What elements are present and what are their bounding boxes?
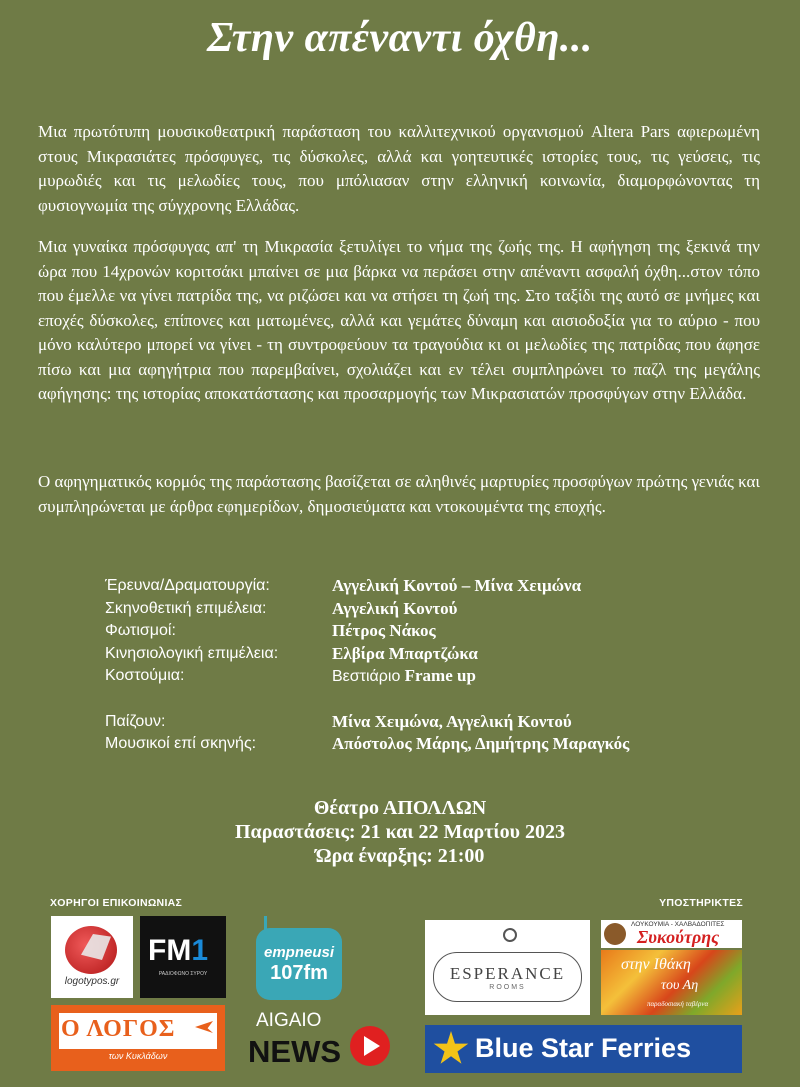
credit-row xyxy=(105,665,629,689)
cast-label: Μουσικοί επί σκηνής: xyxy=(105,735,257,752)
sources-paragraph: Ο αφηγηματικός κορμός της παράστασης βασίζεται σε αληθινές μαρτυρίες προσφύγων πρώτης γενιάς και συμπληρώνεται με άρθρα εφημερίδων, δημοσιεύματα και ντοκουμέντα της εποχής. xyxy=(38,472,760,516)
credit-value: Πέτρος Νάκος xyxy=(332,621,436,640)
credit-row xyxy=(105,643,629,666)
story-paragraph: Μια γυναίκα πρόσφυγας απ' τη Μικρασία ξετυλίγει το νήμα της ζωής της. Η αφήγηση της ξεκινά την ώρα που 14χρονών κοριτσάκι μπαίνει σε μια βάρκα να περάσει στην απέναντι ασφαλή όχθη...στον τόπο που έμελλε να γίνει πατρίδα της, να ριζώσει και να στήσει τη ζωή της. Στο ταξίδι της αυτό σε μνήμες και εποχές δύσκολες, επίπονες και ματωμένες, αλλά και γεμάτες δύναμη και αισιοδοξία για το αύριο - που μόνο καλύτερο μπορεί να γίνει - τη συντροφεύουν τα τραγούδια κι οι μελωδίες της πατρίδας που άφησε πίσω και μια αφηγήτρια που παρεμβαίνει, σχολιάζει και εν τέλει συμπληρώνει το παζλ της μεγάλης αφήγησης: της ιστορίας αποκατάστασης και προσαρμογής των Μικρασιατών προσφύγων στην Ελλάδα. xyxy=(38,237,760,403)
fm1-subtitle: ΡΑΔΙΟΦΩΝΟ ΣΥΡΟΥ xyxy=(158,971,208,977)
fm1-text: FM xyxy=(148,934,192,967)
esperance-text: ESPERANCE xyxy=(449,964,566,983)
logotypos-logo xyxy=(51,916,133,998)
credit-label: Έρευνα/Δραματουργία: xyxy=(105,577,270,594)
sykoutris-subtitle: ΛΟΥΚΟΥΜΙΑ - ΧΑΛΒΑΔΟΠΙΤΕΣ xyxy=(631,921,725,928)
ornament-icon xyxy=(503,928,517,942)
media-sponsors-label: ΧΟΡΗΓΟΙ ΕΠΙΚΟΙΝΩΝΙΑΣ xyxy=(50,897,183,909)
esperance-subtitle: ROOMS xyxy=(489,984,526,991)
supporters-label: ΥΠΟΣΤΗΡΙΚΤΕΣ xyxy=(659,897,743,909)
cast-value: Μίνα Χειμώνα, Αγγελική Κοντού xyxy=(332,711,572,731)
logotypos-text: logotypos.gr xyxy=(64,976,120,987)
credits-list xyxy=(105,575,629,756)
ithaki-line-3: παραδοσιακή ταβέρνα xyxy=(647,1000,709,1008)
credit-row xyxy=(105,598,629,621)
empneusi-logo xyxy=(256,914,342,1002)
ithaki-logo xyxy=(601,950,742,1015)
credit-value-plain: Βεστιάριο xyxy=(332,668,401,685)
play-icon xyxy=(350,1026,390,1066)
credit-label: Κοστούμια: xyxy=(105,667,185,684)
credit-value: Αγγελική Κοντού xyxy=(332,598,458,618)
aigaio-news-logo xyxy=(240,1010,395,1080)
credit-row xyxy=(105,575,629,598)
credit-label: Φωτισμοί: xyxy=(105,622,176,639)
news-text: NEWS xyxy=(248,1034,341,1069)
logos-text: Ο ΛΟΓΟΣ xyxy=(61,1016,176,1042)
page-title: Στην απέναντι όχθη... xyxy=(207,15,593,61)
cast-label: Παίζουν: xyxy=(105,712,166,730)
credit-value: Ελβίρα Μπαρτζώκα xyxy=(332,643,478,663)
credit-value xyxy=(332,665,476,689)
cast-row xyxy=(105,733,629,756)
venue-block xyxy=(0,796,800,868)
credit-label: Κινησιολογική επιμέλεια: xyxy=(105,644,279,662)
ithaki-line-2: του Αη xyxy=(661,978,699,993)
logos-subtitle: των Κυκλάδων xyxy=(108,1051,168,1061)
venue-time: Ώρα έναρξης: 21:00 xyxy=(315,845,485,867)
fm1-logo xyxy=(140,916,226,998)
empneusi-text: empneusi xyxy=(263,944,335,961)
sykoutris-logo xyxy=(601,920,742,948)
esperance-logo xyxy=(425,920,590,1015)
aigaio-text: AIGAIO xyxy=(256,1010,322,1031)
ithaki-line-1: στην Ιθάκη xyxy=(621,956,691,973)
bluestar-text: Blue Star Ferries xyxy=(475,1033,692,1063)
credit-value: Αγγελική Κοντού – Μίνα Χειμώνα xyxy=(332,576,582,595)
venue-theatre: Θέατρο ΑΠΟΛΛΩΝ xyxy=(313,797,487,819)
credit-row xyxy=(105,620,629,643)
cast-row xyxy=(105,711,629,734)
emblem-icon xyxy=(604,923,626,945)
star-icon xyxy=(433,1031,469,1067)
logos-logo xyxy=(51,1005,225,1071)
bluestar-logo xyxy=(425,1025,742,1073)
venue-dates: Παραστάσεις: 21 και 22 Μαρτίου 2023 xyxy=(235,821,565,843)
cast-value: Απόστολος Μάρης, Δημήτρης Μαραγκός xyxy=(332,734,630,753)
sykoutris-text: Συκούτρης xyxy=(637,927,720,947)
credit-value-bold: Frame up xyxy=(404,666,476,685)
empneusi-frequency: 107fm xyxy=(270,962,328,984)
intro-paragraph: Μια πρωτότυπη μουσικοθεατρική παράσταση του καλλιτεχνικού οργανισμού Altera Pars αφιερωμένη στους Μικρασιάτες πρόσφυγες, τις δύσκολες, αλλά και γοητευτικές ιστορίες τους, τις γεύσεις, τις μυρωδιές και τις μελωδίες τους, που μπόλιασαν στην ελληνική κοινωνία, διαμορφώνοντας τη φυσιογνωμία της σύγχρονης Ελλάδας. xyxy=(38,122,760,215)
fm1-number: 1 xyxy=(191,934,209,967)
credit-label: Σκηνοθετική επιμέλεια: xyxy=(105,599,267,617)
